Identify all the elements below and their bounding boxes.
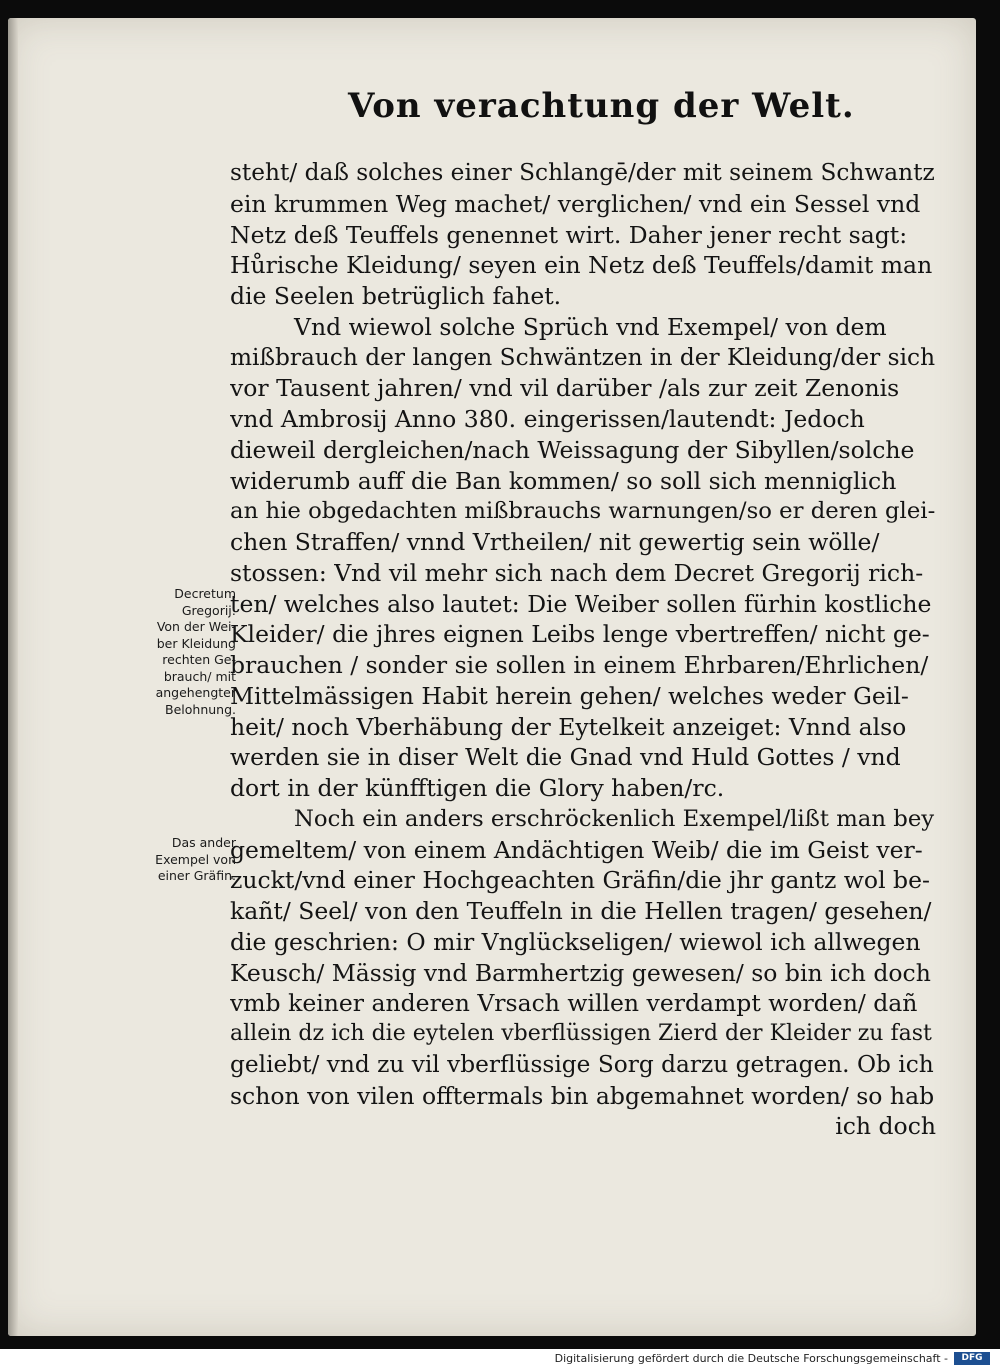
text-line: vmb keiner anderen Vrsach willen verdampt worden/ dañ — [230, 989, 918, 1018]
text-line: stossen: Vnd vil mehr sich nach dem Decret Gregorij rich- — [230, 558, 924, 587]
text-line: brauchen / sonder sie sollen in einem Ehrbaren/Ehrlichen/ — [230, 651, 929, 679]
margin-note-line: Belohnung. — [165, 701, 236, 717]
scanned-page — [8, 18, 976, 1336]
text-line: Hůrische Kleidung/ seyen ein Netz deß Teuffels/damit man — [230, 251, 933, 280]
text-line: Kleider/ die jhres eignen Leibs lenge vbertreffen/ nicht ge- — [230, 620, 930, 649]
margin-note-line: Exempel von — [155, 851, 236, 867]
catchword: ich doch — [835, 1112, 936, 1141]
text-line: chen Straffen/ vnnd Vrtheilen/ nit gewertig sein wölle/ — [230, 528, 880, 556]
margin-note-line: einer Gräfin. — [157, 868, 236, 883]
text-line: kañt/ Seel/ von den Teuffeln in die Hellen tragen/ gesehen/ — [230, 897, 932, 925]
body-text — [230, 158, 936, 1142]
text-line: Mittelmässigen Habit herein gehen/ welches weder Geil- — [230, 681, 909, 710]
text-line: die geschrien: O mir Vnglückseligen/ wiewol ich allwegen — [230, 927, 921, 956]
text-line: mißbrauch der langen Schwäntzen in der Kleidung/der sich — [230, 343, 936, 371]
text-line: gemeltem/ von einem Andächtigen Weib/ die im Geist ver- — [230, 835, 923, 864]
text-line: dieweil dergleichen/nach Weissagung der Sibyllen/solche — [230, 435, 915, 464]
text-line: zuckt/vnd einer Hochgeachten Gräfin/die jhr gantz wol be- — [230, 866, 930, 895]
margin-note-line: Von der Wei- — [156, 619, 236, 634]
text-line: allein dz ich die eytelen vberflüssigen Zierd der Kleider zu fast — [230, 1021, 932, 1046]
margin-note-line: ber Kleidung — [156, 635, 236, 651]
text-line: ein krummen Weg machet/ verglichen/ vnd ein Sessel vnd — [230, 189, 921, 218]
funding-notice: Digitalisierung gefördert durch die Deutsche Forschungsgemeinschaft - — [554, 1352, 948, 1365]
margin-note-line: brauch/ mit — [163, 668, 236, 684]
text-line: werden sie in diser Welt die Gnad vnd Huld Gottes / vnd — [230, 743, 901, 772]
margin-note-exempel — [110, 835, 236, 885]
margin-note-line: Das ander — [171, 835, 236, 850]
text-line: steht/ daß solches einer Schlangē/der mit seinem Schwantz — [230, 159, 935, 186]
margin-note-line: angehengter — [155, 685, 236, 700]
text-line: vnd Ambrosij Anno 380. eingerissen/lautendt: Jedoch — [230, 405, 865, 433]
text-line: an hie obgedachten mißbrauchs warnungen/so er deren glei- — [230, 498, 936, 525]
page-edge — [8, 18, 18, 1336]
dfg-logo: DFG — [954, 1352, 990, 1365]
margin-note-decretum — [110, 586, 236, 718]
text-line: schon von vilen offtermals bin abgemahnet worden/ so hab — [230, 1081, 935, 1110]
footer-bar — [0, 1349, 1000, 1369]
running-header: Von verachtung der Welt. — [348, 86, 855, 126]
text-line: ten/ welches also lautet: Die Weiber sollen fürhin kostliche — [230, 589, 932, 618]
text-line: Noch ein anders erschröckenlich Exempel/lißt man bey — [294, 805, 935, 832]
text-line: widerumb auff die Ban kommen/ so soll sich menniglich — [230, 466, 897, 495]
text-line: Keusch/ Mässig vnd Barmhertzig gewesen/ so bin ich doch — [230, 958, 931, 987]
margin-note-line: Gregorij: — [181, 602, 236, 618]
margin-note-line: Decretum — [174, 586, 236, 601]
text-line: Vnd wiewol solche Sprüch vnd Exempel/ von dem — [294, 312, 887, 341]
text-line: vor Tausent jahren/ vnd vil darüber /als zur zeit Zenonis — [230, 374, 900, 403]
text-line: geliebt/ vnd zu vil vberflüssige Sorg darzu getragen. Ob ich — [230, 1050, 934, 1078]
text-line: dort in der künfftigen die Glory haben/rc. — [230, 774, 725, 802]
text-line: heit/ noch Vberhäbung der Eytelkeit anzeiget: Vnnd also — [230, 712, 907, 741]
margin-note-line: rechten Ge- — [162, 652, 236, 667]
text-line: Netz deß Teuffels genennet wirt. Daher jener recht sagt: — [230, 220, 908, 249]
text-line: die Seelen betrüglich fahet. — [230, 282, 562, 310]
